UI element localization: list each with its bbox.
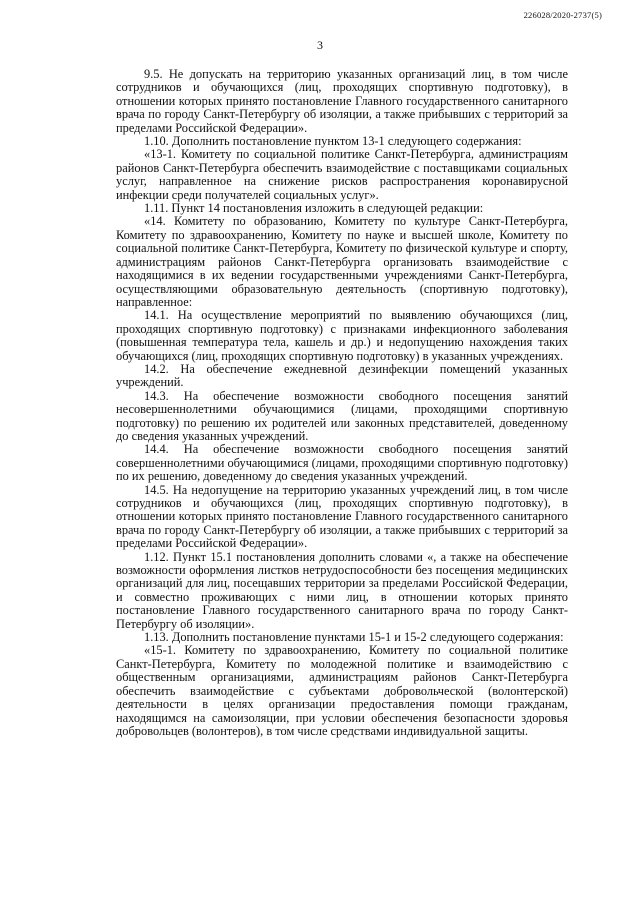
paragraph-14-1: 14.1. На осуществление мероприятий по выявлению обучающихся (лиц, проходящих спортивную подготовку) с признаками инфекционного заболевания (повышенная температура тела, кашель и др.) и недопущению нахождения таких обучающихся (лиц, проходящих спортивную подготовку) в указанных учреждениях. [116,308,568,363]
page-number: 3 [317,38,323,52]
paragraph-13-1: «13-1. Комитету по социальной политике Санкт-Петербурга, администрациям районов Санкт-Петербурга обеспечить взаимодействие с поставщиками социальных услуг, направленное на снижение рисков распространения коронавирусной инфекции среди получателей социальных услуг». [116,147,568,202]
paragraph-14-2: 14.2. На обеспечение ежедневной дезинфекции помещений указанных учреждений. [116,361,568,390]
paragraph-1-11: 1.11. Пункт 14 постановления изложить в следующей редакции: [144,201,484,216]
paragraph-1-13: 1.13. Дополнить постановление пунктами 15-1 и 15-2 следующего содержания: [144,630,564,645]
paragraph-15-1: «15-1. Комитету по здравоохранению, Комитету по социальной политике Санкт-Петербурга, Комитету по молодежной политике и взаимодействию с общественным организациями, администрациям районов Санкт-Петербурга обеспечить взаимодействие с субъектами добровольческой (волонтерской) деятельности в целях организации предоставления помощи гражданам, находящимся на самоизоляции, при условии обеспечения безопасности здоровья добровольцев (волонтеров), в том числе средствами индивидуальной защиты. [116,643,568,738]
paragraph-14-3: 14.3. На обеспечение возможности свободного посещения занятий несовершеннолетними обучающимися (лицами, проходящими спортивную подготовку) по решению их родителей или законных представителей, доведенному до сведения указанных учреждений. [116,388,568,443]
paragraph-14-5: 14.5. На недопущение на территорию указанных учреждений лиц, в том числе сотрудников и обучающихся (лиц, проходящих спортивную подготовку), в отношении которых принято постановление Главного государственного санитарного врача по городу Санкт-Петербургу об изоляции, а также прибывших с территорий за пределами Российской Федерации». [116,482,568,551]
paragraph-1-10: 1.10. Дополнить постановление пунктом 13-1 следующего содержания: [144,134,522,149]
paragraph-14-4: 14.4. На обеспечение возможности свободного посещения занятий совершеннолетними обучающимися (лицами, проходящими спортивную подготовку) по их решению, доведенному до сведения указанных учреждений. [116,442,568,484]
paragraph-14: «14. Комитету по образованию, Комитету по культуре Санкт-Петербурга, Комитету по здравоохранению, Комитету по науке и высшей школе, Комитету по социальной политике Санкт-Петербурга, Комитету по физической культуре и спорту, администрациям районов Санкт-Петербурга организовать взаимодействие с находящимися в их ведении государственными учреждениями Санкт-Петербурга, осуществляющими образовательную деятельность (спортивную подготовку), направленное: [116,214,568,309]
paragraph-9-5: 9.5. Не допускать на территорию указанных организаций лиц, в том числе сотрудников и обучающихся (лиц, проходящих спортивную подготовку), в отношении которых принято постановление Главного государственного санитарного врача по городу Санкт-Петербургу об изоляции, а также прибывших с территорий за пределами Российской Федерации». [116,67,568,135]
paragraph-1-12: 1.12. Пункт 15.1 постановления дополнить словами «, а также на обеспечение возможности оформления листков нетрудоспособности без посещения медицинских организаций для лиц, посещавших территории за пределами Российской Федерации, и совместно проживающих с ними лиц, в отношении которых принято постановление Главного государственного санитарного врача по городу Санкт-Петербургу об изоляции». [116,549,568,631]
document-number: 226028/2020-2737(5) [523,10,602,20]
document-body [116,68,568,738]
